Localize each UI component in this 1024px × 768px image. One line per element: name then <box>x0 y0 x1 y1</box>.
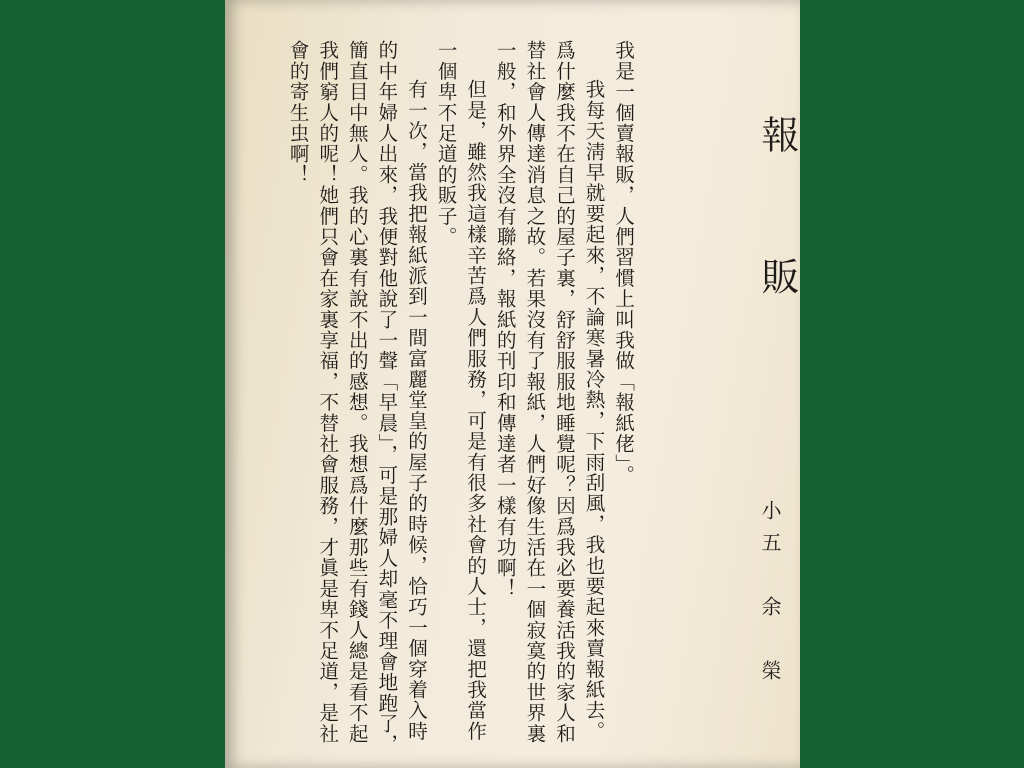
paragraph-3: 但是，雖然我這樣辛苦爲人們服務，可是有很多社會的人士，還把我當作一個卑不足道的販子。 <box>434 40 488 742</box>
paragraph-1: 我是一個賣報販，人們習慣上叫我做「報紙佬」。 <box>612 40 636 486</box>
article-body <box>283 40 638 760</box>
article-title: 報 販 <box>755 115 799 342</box>
author-line: 小五 余 榮 <box>758 500 782 692</box>
paragraph-4: 有一次，當我把報紙派到一間富麗堂皇的屋子的時候，恰巧一個穿着入時的中年婦人出來，我便對他說了一聲「早晨」，可是那婦人却毫不理會地跑了，簡直目中無人。我的心裏有說不出的感想。我想爲什麼那些有錢人總是看不起我們窮人的呢！她們只會在家裏享福，不替社會服務，才眞是卑不足道，是社會的寄生虫啊！ <box>286 40 428 755</box>
book-page <box>225 0 800 768</box>
paragraph-2: 我每天淸早就要起來，不論寒暑冷熱，下雨刮風，我也要起來賣報紙去。爲什麼我不在自己的屋子裏，舒舒服服地睡覺呢？因爲我必要養活我的家人和替社會人傳達消息之故。若果沒有了報紙，人們好像生活在一個寂寞的世界裏一般，和外界全沒有聯絡，報紙的刊印和傳達者一樣有功啊！ <box>493 40 606 744</box>
